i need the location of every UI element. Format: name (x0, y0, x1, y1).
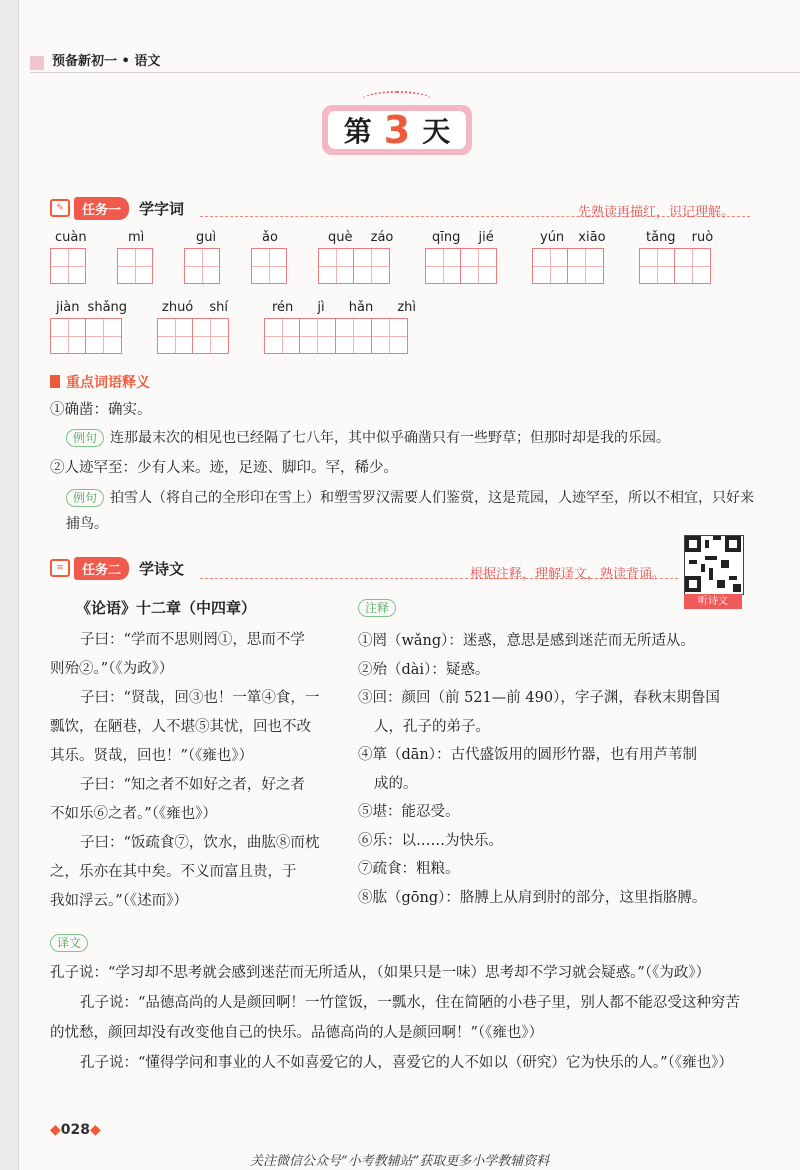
char-cell[interactable] (184, 248, 220, 284)
pinyin-label: què záo (328, 230, 394, 245)
pinyin-label: tǎng ruò (646, 230, 714, 245)
notes-tag: 注释 (358, 599, 396, 617)
page-number-text: 028 (60, 1122, 91, 1138)
example-tag: 例句 (66, 489, 104, 507)
pinyin-label: guì (196, 230, 217, 245)
char-grid (425, 248, 497, 284)
char-grid (184, 248, 220, 284)
translation-para (50, 928, 750, 988)
note-line: 人，孔子的弟子。 (374, 718, 490, 735)
pinyin-label: cuàn (55, 230, 87, 245)
task2-hint: 根据注释，理解译文，熟读背诵。 (470, 567, 666, 582)
translation-tag: 译文 (50, 934, 88, 952)
char-cell[interactable] (675, 248, 711, 284)
char-cell[interactable] (318, 248, 354, 284)
char-cell[interactable] (193, 318, 229, 354)
char-cell[interactable] (532, 248, 568, 284)
poem-line: 其乐。贤哉，回也！”（《雍也》） (50, 748, 254, 764)
vocab-section (50, 372, 150, 392)
pinyin-label: qīng jié (432, 230, 494, 245)
pinyin-label: yún xiāo (540, 230, 606, 245)
scroll-icon: ≡ (50, 559, 70, 577)
char-grid (157, 318, 229, 354)
char-grid (50, 318, 122, 354)
poem-line: 子曰：“知之者不如好之者，好之者 (80, 777, 305, 793)
poem-line: 子曰：“学而不思则罔①，思而不学 (80, 632, 305, 648)
char-cell[interactable] (86, 318, 122, 354)
char-grid (50, 248, 86, 284)
poem-title: 《论语》十二章（中四章） (76, 599, 257, 617)
char-cell[interactable] (50, 248, 86, 284)
char-grid (639, 248, 711, 284)
char-cell[interactable] (568, 248, 604, 284)
note-line: ⑥乐：以……为快乐。 (358, 832, 503, 849)
note-line: ④箪（dān）：古代盛饭用的圆形竹器，也有用芦苇制 (358, 747, 698, 763)
char-grid (532, 248, 604, 284)
task2-tag: 任务二 (74, 557, 129, 580)
vocab-example (66, 425, 756, 451)
qr-pattern (685, 536, 741, 592)
vocab-example (66, 485, 756, 537)
poem-line: 不如乐⑥之者。”（《雍也》） (50, 806, 217, 822)
task2-header (50, 556, 184, 580)
char-cell[interactable] (336, 318, 372, 354)
char-cell[interactable] (372, 318, 408, 354)
page-number: ◆028◆ (50, 1122, 101, 1138)
task1-tag: 任务一 (74, 197, 129, 220)
char-grid (318, 248, 390, 284)
char-cell[interactable] (251, 248, 287, 284)
header-strip (30, 56, 44, 70)
footer-note: 关注微信公众号“小考教辅站”获取更多小学教辅资料 (250, 1154, 550, 1169)
pinyin-label: jiàn shǎng (56, 300, 128, 315)
poem-line: 子曰：“贤哉，回③也！一箪④食，一 (80, 690, 320, 706)
day-number: 3 (383, 108, 411, 152)
translation-para: 孔子说：“懂得学问和事业的人不如喜爱它的人，喜爱它的人不如以（研究）它为快乐的人。”（《雍也》） (80, 1055, 733, 1071)
note-line: 成的。 (374, 775, 418, 792)
char-grid (117, 248, 153, 284)
task1-hint: 先熟读再描红，识记理解。 (578, 205, 735, 220)
example-tag: 例句 (66, 429, 104, 447)
note-line: ①罔（wǎng）：迷惑，意思是感到迷茫而无所适从。 (358, 633, 695, 649)
poem-line: 我如浮云。”（《述而》） (50, 893, 188, 909)
poem-line: 瓢饮，在陋巷，人不堪⑤其忧，回也不改 (50, 719, 311, 735)
char-cell[interactable] (354, 248, 390, 284)
day-prefix: 第 (343, 115, 372, 148)
char-cell[interactable] (461, 248, 497, 284)
char-cell[interactable] (639, 248, 675, 284)
vocab-term: ①确凿：确实。 (50, 402, 152, 418)
book-icon: ✎ (50, 199, 70, 217)
poem-body (50, 626, 340, 916)
page-edge (0, 0, 19, 1170)
char-cell[interactable] (300, 318, 336, 354)
char-grid (264, 318, 408, 354)
char-cell[interactable] (157, 318, 193, 354)
note-line: ⑦疏食：粗粮。 (358, 861, 460, 877)
day-badge (322, 105, 472, 155)
pinyin-label: zhuó shí (162, 300, 229, 315)
task2-name: 学诗文 (139, 559, 185, 578)
note-line: ③回：颜回（前 521—前 490），字子渊，春秋末期鲁国 (358, 690, 720, 706)
translation-para: 孔子说：“品德高尚的人是颜回啊！一竹筐饭，一瓢水，住在简陋的小巷子里，别人都不能忍受这种穷苦的忧愁，颜回却没有改变他自己的快乐。品德高尚的人是颜回啊！”（《雍也》） (50, 995, 740, 1041)
note-line: ⑤堪：能忍受。 (358, 804, 460, 820)
notes-body (358, 627, 758, 912)
note-line: ⑧肱（gōng）：胳膊上从肩到肘的部分，这里指胳膊。 (358, 889, 707, 906)
pinyin-label: rén jì hǎn zhì (272, 300, 417, 315)
vocab-title: 重点词语释义 (66, 375, 150, 391)
header-divider (30, 72, 800, 73)
day-suffix: 天 (422, 115, 451, 148)
book-title: 预备新初一 • 语文 (52, 54, 161, 69)
task1-name: 学字词 (139, 199, 185, 218)
bookmark-icon (50, 375, 60, 388)
qr-code[interactable] (684, 535, 744, 595)
pinyin-label: ǎo (262, 230, 278, 245)
notes-tag-wrap (358, 597, 402, 617)
vocab-term: ②人迹罕至：少有人来。迹，足迹、脚印。罕，稀少。 (50, 460, 398, 476)
poem-line: 则殆②。”（《为政》） (50, 661, 174, 677)
char-cell[interactable] (117, 248, 153, 284)
char-cell[interactable] (264, 318, 300, 354)
example-text: 拍雪人（将自己的全形印在雪上）和塑雪罗汉需要人们鉴赏，这是荒园，人迹罕至，所以不相宜，只好来捕鸟。 (66, 490, 755, 532)
note-line: ②殆（dài）：疑惑。 (358, 661, 490, 678)
translation-body (50, 928, 750, 1078)
poem-line: 子曰：“饭疏食⑦，饮水，曲肱⑧而枕 (80, 835, 320, 851)
qr-label: 听诗文 (684, 594, 742, 609)
pinyin-label: mì (128, 230, 145, 245)
example-text: 连那最末次的相见也已经隔了七八年，其中似乎确凿只有一些野草；但那时却是我的乐园。 (110, 430, 671, 446)
char-grid (251, 248, 287, 284)
translation-text: 孔子说：“学习却不思考就会感到迷茫而无所适从，（如果只是一味）思考却不学习就会疑惑。”（《为政》） (50, 965, 711, 981)
char-cell[interactable] (50, 318, 86, 354)
char-cell[interactable] (425, 248, 461, 284)
task1-header (50, 196, 184, 220)
poem-line: 之，乐亦在其中矣。不义而富且贵，于 (50, 864, 297, 880)
